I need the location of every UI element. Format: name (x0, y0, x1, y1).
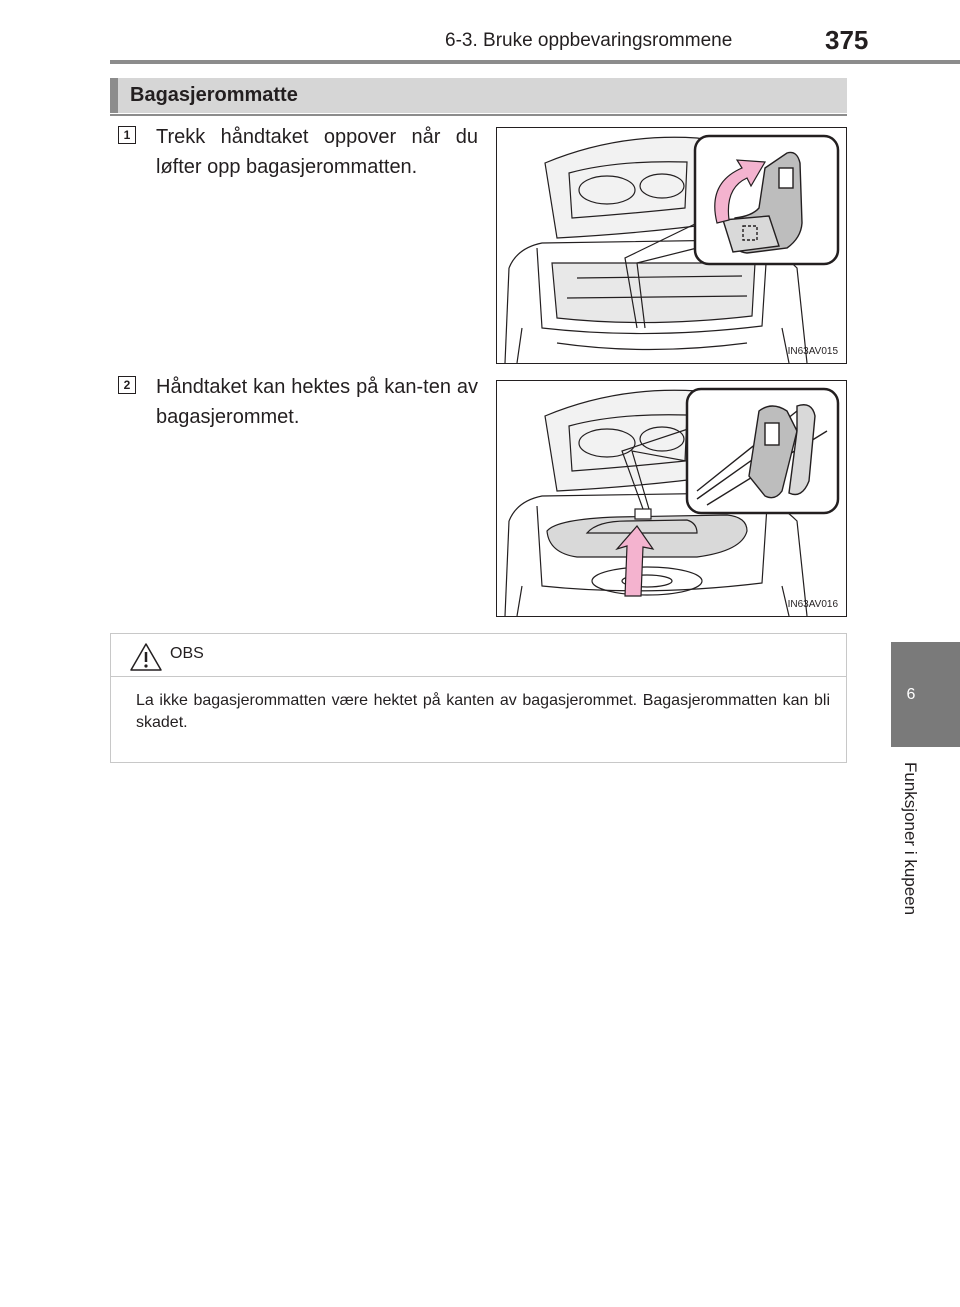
figure-code: IN63AV015 (787, 346, 838, 357)
chapter-title: Funksjoner i kupeen (901, 762, 920, 916)
figure-trunk-mat-lift (496, 127, 847, 364)
figure-trunk-mat-hooked (496, 380, 847, 617)
step-2-text: Håndtaket kan hektes på kan-ten av bagasjerommet. (156, 376, 478, 428)
caution-title: OBS (170, 645, 204, 662)
trunk-mat-hooked-illustration (497, 381, 846, 616)
header-divider (110, 60, 960, 64)
warning-icon (129, 642, 163, 672)
section-heading-band (110, 78, 847, 113)
step-1-badge: 1 (118, 126, 136, 144)
caution-header (111, 634, 846, 677)
chapter-number: 6 (906, 686, 916, 703)
caution-box (110, 633, 847, 763)
step-2-badge: 2 (118, 376, 136, 394)
caution-text: La ikke bagasjerommatten være hektet på kanten av bagasjerommet. Bagasjerommatten kan bli skadet. (136, 692, 830, 731)
step-1-text: Trekk håndtaket oppover når du løfter opp bagasjerommatten. (156, 126, 478, 178)
section-title: 6-3. Bruke oppbevaringsrommene (445, 30, 733, 51)
page-number: 375 (825, 25, 869, 55)
trunk-mat-lift-illustration (497, 128, 846, 363)
section-divider (110, 114, 847, 116)
figure-code: IN63AV016 (787, 599, 838, 610)
section-heading: Bagasjerommatte (130, 84, 298, 106)
